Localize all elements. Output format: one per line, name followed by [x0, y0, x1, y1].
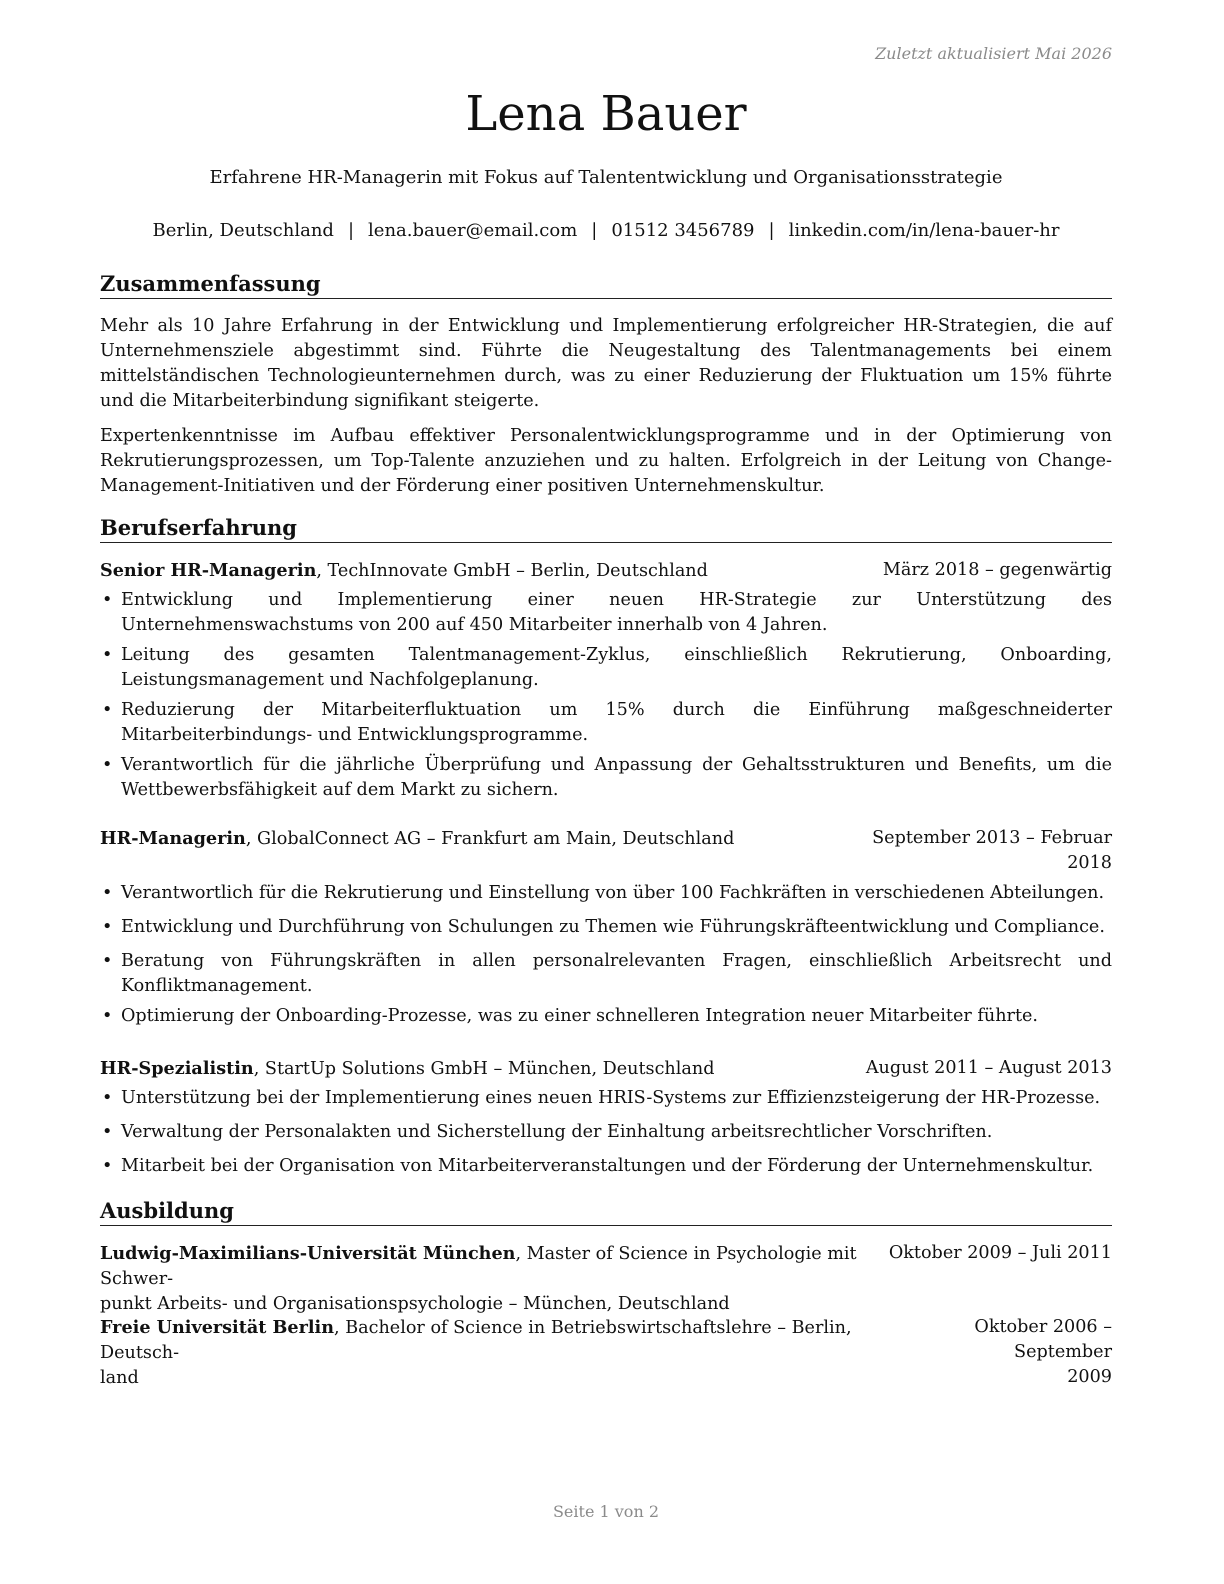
- list-item: • Beratung von Führungskräften in allen personalrelevanten Fragen, einschließlich Arbeitsrecht und Konfliktmanagement.: [100, 949, 1112, 999]
- education-school: Freie Universität Berlin: [100, 1317, 335, 1338]
- job-bullet-list: [100, 1086, 1112, 1179]
- education-degree-cont: land: [100, 1368, 139, 1388]
- contact-email[interactable]: lena.bauer@email.com: [368, 220, 578, 241]
- list-item: • Verantwortlich für die Rekrutierung und Einstellung von über 100 Fachkräften in verschiedenen Abteilungen.: [100, 881, 1112, 906]
- job-company: , StartUp Solutions GmbH – München, Deutschland: [253, 1059, 715, 1079]
- section-heading-experience: Berufserfahrung: [100, 515, 1112, 543]
- list-item: • Entwicklung und Implementierung einer neuen HR-Strategie zur Unterstützung des Unternehmenswachstums von 200 auf 450 Mitarbeiter innerhalb von 4 Jahren.: [100, 588, 1112, 638]
- list-item: • Leitung des gesamten Talentmanagement-Zyklus, einschließlich Rekrutierung, Onboarding, Leistungsmanagement und Nachfolgeplanung.: [100, 643, 1112, 693]
- list-item: • Verantwortlich für die jährliche Überprüfung und Anpassung der Gehaltsstrukturen und Benefits, um die Wettbewerbsfähigkeit auf dem Markt zu sichern.: [100, 753, 1112, 803]
- list-item: • Mitarbeit bei der Organisation von Mitarbeiterveranstaltungen und der Förderung der Unternehmenskultur.: [100, 1154, 1112, 1179]
- summary-paragraph: Expertenkenntnisse im Aufbau effektiver Personalentwicklungsprogramme und in der Optimierung von Rekrutierungsprozessen, um Top-Talente anzuziehen und zu halten. Erfolgreich in der Leitung von Change-Management-Initiativen und der Förderung einer positiven Unternehmenskultur.: [100, 426, 1112, 496]
- job-title: Senior HR-Managerin: [100, 560, 317, 581]
- job-bullet-list: [100, 881, 1112, 1029]
- section-heading-education: Ausbildung: [100, 1198, 1112, 1226]
- contact-line: [100, 220, 1112, 241]
- contact-linkedin[interactable]: linkedin.com/in/lena-bauer-hr: [788, 220, 1060, 241]
- list-item: • Reduzierung der Mitarbeiterfluktuation um 15% durch die Einführung maßgeschneiderter Mitarbeiterbindungs- und Entwicklungsprogramme.: [100, 698, 1112, 748]
- summary-paragraph: Mehr als 10 Jahre Erfahrung in der Entwicklung und Implementierung erfolgreicher HR-Strategien, die auf Unternehmensziele abgestimmt sind. Führte die Neugestaltung des Talentmanagements bei einem mittelständischen Technologieunternehmen durch, was zu einer Reduzierung der Fluktuation um 15% führte und die Mitarbeiterbindung signifikant steigerte.: [100, 316, 1112, 411]
- contact-location: Berlin, Deutschland: [152, 220, 334, 241]
- contact-separator: |: [591, 220, 598, 241]
- candidate-tagline: Erfahrene HR-Managerin mit Fokus auf Talententwicklung und Organisationsstrategie: [209, 167, 1003, 188]
- education-degree: , Bachelor of Science in Betriebswirtschaftslehre – Berlin, Deutsch-: [100, 1318, 852, 1363]
- job-dates: September 2013 – Februar 2018: [872, 828, 1112, 873]
- job-company: , TechInnovate GmbH – Berlin, Deutschland: [316, 561, 708, 581]
- job-dates: März 2018 – gegenwärtig: [882, 560, 1112, 580]
- last-updated-note: Zuletzt aktualisiert Mai 2026: [875, 44, 1112, 63]
- education-dates: Oktober 2009 – Juli 2011: [888, 1243, 1112, 1263]
- education-degree-cont: punkt Arbeits- und Organisationspsychologie – München, Deutschland: [100, 1294, 730, 1314]
- contact-separator: |: [768, 220, 775, 241]
- list-item: • Optimierung der Onboarding-Prozesse, was zu einer schnelleren Integration neuer Mitarbeiter führte.: [100, 1004, 1112, 1029]
- list-item: • Verwaltung der Personalakten und Sicherstellung der Einhaltung arbeitsrechtlicher Vorschriften.: [100, 1120, 1112, 1145]
- job-title: HR-Spezialistin: [100, 1058, 254, 1079]
- contact-phone: 01512 3456789: [611, 220, 755, 241]
- job-title: HR-Managerin: [100, 828, 246, 849]
- job-dates: August 2011 – August 2013: [865, 1058, 1112, 1078]
- job-company: , GlobalConnect AG – Frankfurt am Main, Deutschland: [245, 829, 735, 849]
- resume-page: [100, 0, 1112, 1584]
- section-heading-summary: Zusammenfassung: [100, 271, 1112, 299]
- education-school: Ludwig-Maximilians-Universität München: [100, 1243, 516, 1264]
- job-bullet-list: [100, 588, 1112, 803]
- list-item: • Unterstützung bei der Implementierung eines neuen HRIS-Systems zur Effizienzsteigerung der HR-Prozesse.: [100, 1086, 1112, 1111]
- candidate-name: Lena Bauer: [465, 86, 747, 142]
- education-degree: , Master of Science in Psychologie mit Schwer-: [100, 1244, 857, 1289]
- education-dates: Oktober 2006 – September 2009: [974, 1317, 1112, 1387]
- contact-separator: |: [347, 220, 355, 241]
- page-number: Seite 1 von 2: [552, 1502, 660, 1521]
- list-item: • Entwicklung und Durchführung von Schulungen zu Themen wie Führungskräfteentwicklung und Compliance.: [100, 915, 1112, 940]
